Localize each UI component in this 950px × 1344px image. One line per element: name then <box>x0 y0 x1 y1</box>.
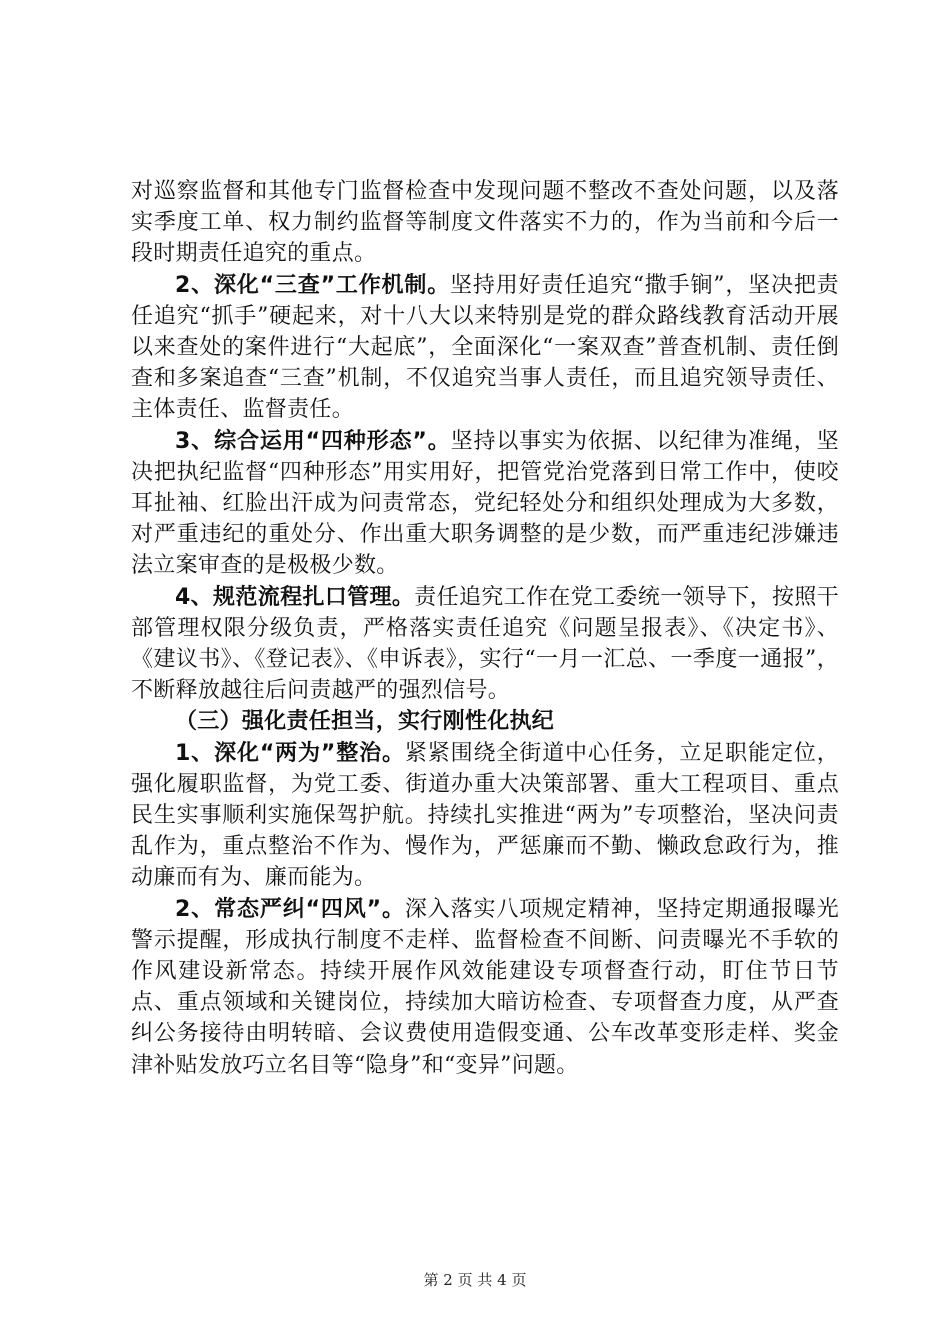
paragraph-text: 坚持以事实为依据、以纪律为准绳，坚决把执纪监督“四种形态”用实用好，把管党治党落到日常工作中，使咬耳扯袖、红脸出汗成为问责常态，党纪轻处分和组织处理成为大多数，对严重违纪的重处分、作出重大职务调整的是少数，而严重违纪涉嫌违法立案审查的是极极少数。 <box>131 428 839 579</box>
paragraph-lead: 2、常态严纠“四风”。 <box>175 896 405 922</box>
paragraph-two-wei <box>131 738 839 894</box>
section-heading: （三）强化责任担当，实行刚性化执纪 <box>175 709 555 735</box>
paragraph-lead: 4、规范流程扎口管理。 <box>175 584 415 610</box>
paragraph-text: 坚持用好责任追究“撒手锏”，坚决把责任追究“抓手”硬起来，对十八大以来特别是党的群众路线教育活动开展以来查处的案件进行“大起底”，全面深化“一案双查”普查机制、责任倒查和多案追查“三查”机制，不仅追究当事人责任，而且追究领导责任、主体责任、监督责任。 <box>131 272 839 423</box>
paragraph-four-forms <box>131 426 839 582</box>
paragraph-three-checks <box>131 270 839 426</box>
paragraph-text: 对巡察监督和其他专门监督检查中发现问题不整改不查处问题，以及落实季度工单、权力制约监督等制度文件落实不力的，作为当前和今后一段时期责任追究的重点。 <box>131 179 839 267</box>
paragraph-text: 紧紧围绕全街道中心任务，立足职能定位，强化履职监督，为党工委、街道办重大决策部署、重大工程项目、重点民生实事顺利实施保驾护航。持续扎实推进“两为”专项整治，坚决问责乱作为，重点整治不作为、慢作为，严惩廉而不勤、懒政怠政行为，推动廉而有为、廉而能为。 <box>131 740 839 891</box>
paragraph-process-management <box>131 582 839 707</box>
page-number: 第 2 页 共 4 页 <box>423 1271 527 1289</box>
page-footer <box>0 1269 950 1290</box>
paragraph-lead: 2、深化“三查”工作机制。 <box>175 272 451 298</box>
paragraph-text: 深入落实八项规定精神，坚持定期通报曝光警示提醒，形成执行制度不走样、监督检查不间断、问责曝光不手软的作风建设新常态。持续开展作风效能建设专项督查行动，盯住节日节点、重点领域和关键岗位，持续加大暗访检查、专项督查力度，从严查纠公务接待由明转暗、会议费使用造假变通、公车改革变形走样、奖金津补贴发放巧立名目等“隐身”和“变异”问题。 <box>131 896 839 1078</box>
paragraph-continuation <box>131 176 839 270</box>
paragraph-four-winds <box>131 894 839 1081</box>
document-body <box>131 176 839 1081</box>
paragraph-text: 责任追究工作在党工委统一领导下，按照干部管理权限分级负责，严格落实责任追究《问题呈报表》、《决定书》、《建议书》、《登记表》、《申诉表》，实行“一月一汇总、一季度一通报”，不断释放越往后问责越严的强烈信号。 <box>131 584 839 704</box>
paragraph-lead: 3、综合运用“四种形态”。 <box>175 428 451 454</box>
paragraph-lead: 1、深化“两为”整治。 <box>175 740 405 766</box>
